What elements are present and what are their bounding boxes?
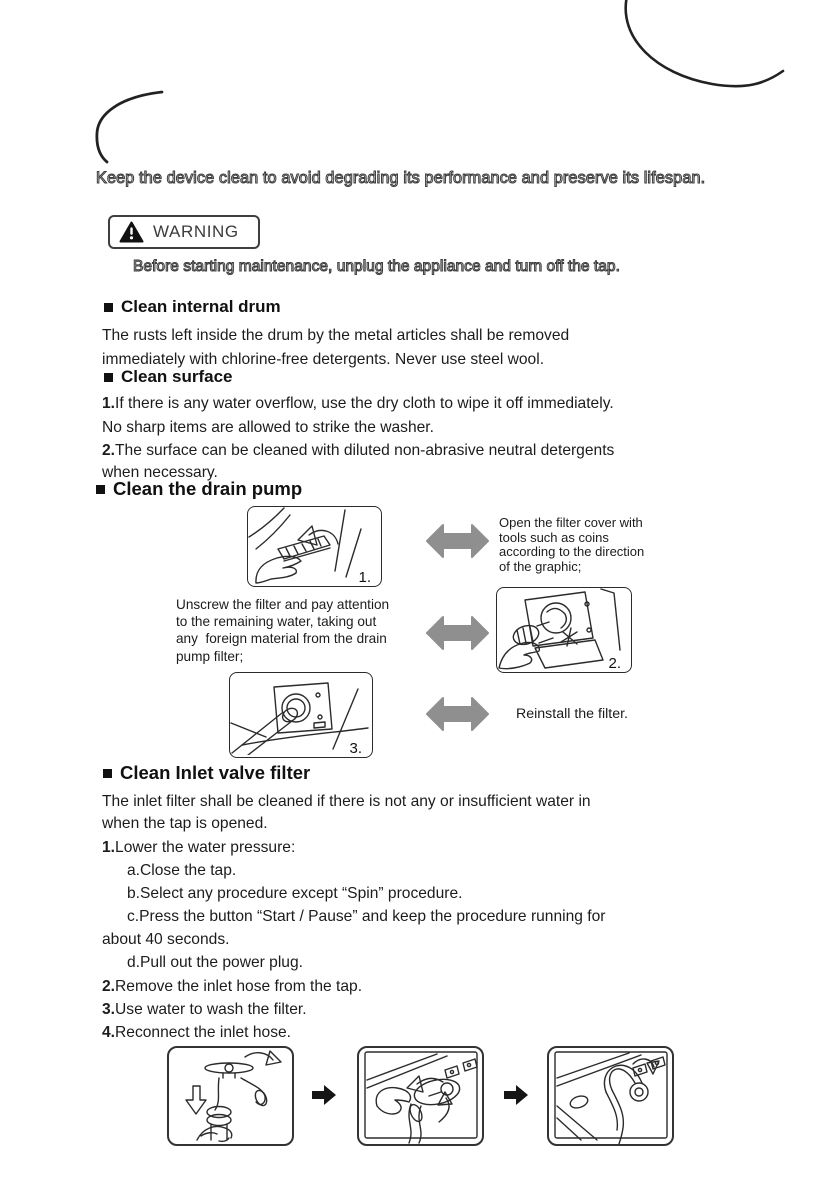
surface-item-1-line-2: No sharp items are allowed to strike the washer. (102, 419, 434, 436)
section-title-drain-pump: Clean the drain pump (96, 478, 302, 500)
internal-drum-body (102, 324, 569, 371)
double-arrow-icon (426, 523, 489, 559)
reconnect-inlet-hose-illustration (549, 1048, 672, 1144)
text-line: when the tap is opened. (102, 815, 268, 833)
square-bullet-icon (104, 303, 113, 312)
drain-pump-step-2-text (176, 596, 389, 665)
figure-open-filter-cover (247, 506, 382, 587)
figure-reconnect-inlet-hose (547, 1046, 674, 1146)
text-line: of the graphic; (499, 559, 582, 575)
warning-label: WARNING (153, 222, 239, 241)
section-title-internal-drum: Clean internal drum (104, 297, 281, 317)
warning-triangle-icon (119, 221, 144, 243)
remove-inlet-hose-illustration (359, 1048, 482, 1144)
text-line: pump filter; (176, 648, 244, 664)
warning-box (108, 215, 260, 249)
drain-pump-step-1-text (499, 516, 644, 575)
inlet-filter-intro (102, 791, 591, 836)
surface-item-2-line-2: when necessary. (102, 464, 218, 481)
double-arrow-icon (426, 615, 489, 651)
figure-2-label: 2. (608, 655, 621, 672)
text-line: immediately with chlorine-free detergents. Never use steel wool. (102, 350, 545, 368)
arrow-right-icon (504, 1085, 528, 1105)
step-line: a.Close the tap. (127, 862, 237, 880)
text-line: The rusts left inside the drum by the metal articles shall be removed (102, 327, 570, 344)
text-line: to the remaining water, taking out (176, 614, 377, 630)
figure-unscrew-filter (496, 587, 632, 673)
figure-close-tap (167, 1046, 294, 1146)
section-title-inlet-filter: Clean Inlet valve filter (103, 762, 310, 784)
text-line: The inlet filter shall be cleaned if there is not any or insufficient water in (102, 793, 591, 810)
step-line: 4.Reconnect the inlet hose. (102, 1023, 291, 1041)
step-line: 1.Lower the water pressure: (102, 839, 296, 856)
text-line: Unscrew the filter and pay attention (176, 597, 390, 612)
double-arrow-icon (426, 696, 489, 732)
close-tap-illustration (169, 1048, 292, 1144)
text-line: Open the filter cover with (499, 515, 643, 530)
square-bullet-icon (96, 485, 105, 494)
text-line: tools such as coins (499, 529, 609, 545)
figure-3-label: 3. (349, 740, 362, 757)
drain-pump-step-3-text: Reinstall the filter. (516, 706, 628, 722)
surface-item-2-line-1: 2.The surface can be cleaned with diluted non-abrasive neutral detergents (102, 442, 615, 459)
text-line: any foreign material from the drain (176, 631, 387, 647)
step-line: b.Select any procedure except “Spin” procedure. (127, 885, 463, 903)
step-line: d.Pull out the power plug. (127, 954, 303, 972)
warning-note: Before starting maintenance, unplug the appliance and turn off the tap. (133, 258, 620, 275)
step-line: c.Press the button “Start / Pause” and keep the procedure running for (127, 908, 606, 926)
step-line: about 40 seconds. (102, 931, 230, 949)
surface-item-1-line-1: 1.If there is any water overflow, use the dry cloth to wipe it off immediately. (102, 395, 614, 412)
intro-text: Keep the device clean to avoid degrading its performance and preserve its lifespan. (96, 169, 706, 187)
square-bullet-icon (104, 373, 113, 382)
step-line: 2.Remove the inlet hose from the tap. (102, 977, 363, 995)
arrow-right-icon (312, 1085, 336, 1105)
square-bullet-icon (103, 769, 112, 778)
step-line: 3.Use water to wash the filter. (102, 1000, 307, 1018)
figure-reinstall-filter (229, 672, 373, 758)
section-title-surface: Clean surface (104, 367, 233, 387)
inlet-filter-steps (102, 836, 606, 1044)
text-line: according to the direction (499, 544, 645, 560)
figure-1-label: 1. (358, 569, 371, 586)
figure-remove-inlet-hose (357, 1046, 484, 1146)
